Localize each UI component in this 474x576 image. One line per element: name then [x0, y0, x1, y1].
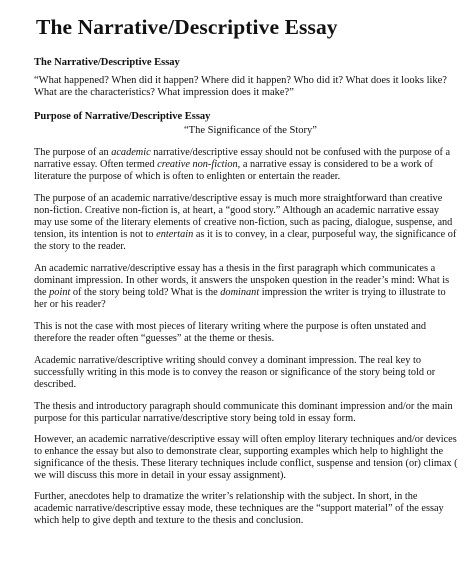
- purpose-heading: Purpose of Narrative/Descriptive Essay: [34, 111, 211, 122]
- emphasis-academic: academic: [111, 147, 151, 158]
- section-subtitle: The Narrative/Descriptive Essay: [34, 57, 180, 68]
- paragraph-4: This is not the case with most pieces of literary writing where the purpose is often unstated and therefore the reader often “guesses” at the theme or thesis.: [34, 321, 427, 344]
- significance-title: “The Significance of the Story”: [184, 125, 317, 136]
- paragraph-6: The thesis and introductory paragraph should communicate this dominant impression and/or the main purpose for this particular narrative/descriptive story being told in essay form.: [34, 401, 453, 424]
- paragraph-5: Academic narrative/descriptive writing should convey a dominant impression. The real key to successfully writing in this mode is to convey the reason or significance of the story being told or described.: [34, 355, 436, 390]
- emphasis-point: point: [49, 287, 71, 298]
- document-title: The Narrative/Descriptive Essay: [36, 15, 338, 39]
- paragraph-8: Further, anecdotes help to dramatize the writer’s relationship with the subject. In short, in the academic narrative/descriptive essay mode, these techniques are the “support material” of the essay which help to give depth and texture to the thesis and conclusion.: [34, 491, 444, 526]
- emphasis-entertain: entertain: [156, 229, 194, 240]
- paragraph-1: The purpose of an academic narrative/descriptive essay should not be confused with the purpose of a narrative essay. Often termed creative non-fiction, a narrative essay is considered to be a work of literature the purpose of which is often to enlighten or entertain the reader.: [34, 147, 451, 182]
- emphasis-dominant: dominant: [220, 287, 260, 298]
- guiding-questions: “What happened? When did it happen? Where did it happen? Who did it? What does it looks like? What are the characteristics? What impression does it make?”: [34, 75, 447, 98]
- paragraph-3: An academic narrative/descriptive essay has a thesis in the first paragraph which communicates a dominant impression. In other words, it answers the unspoken question in the reader’s mind: What is the point of the story being told? What is the dominant impression the writer is trying to illustrate to her or his reader?: [34, 263, 450, 310]
- emphasis-creative-nonfiction: creative non-fiction: [157, 159, 238, 170]
- paragraph-7: However, an academic narrative/descriptive essay will often employ literary techniques and/or devices to enhance the essay but also to demonstrate clear, supporting examples which help to highlight the significance of the thesis. These literary techniques include conflict, suspense and tension (or) climax ( we will discuss this more in detail in your essay assignment).: [34, 434, 458, 481]
- paragraph-2: The purpose of an academic narrative/descriptive essay is much more straightforward than creative non-fiction. Creative non-fiction is, at heart, a “good story.” Although an academic narrative essay may use some of the literary elements of creative non-fiction, such as pacing, dialogue, suspense, and tension, its intention is not to entertain as it is to convey, in a clear, purposeful way, the significance of the story to the reader.: [34, 193, 457, 252]
